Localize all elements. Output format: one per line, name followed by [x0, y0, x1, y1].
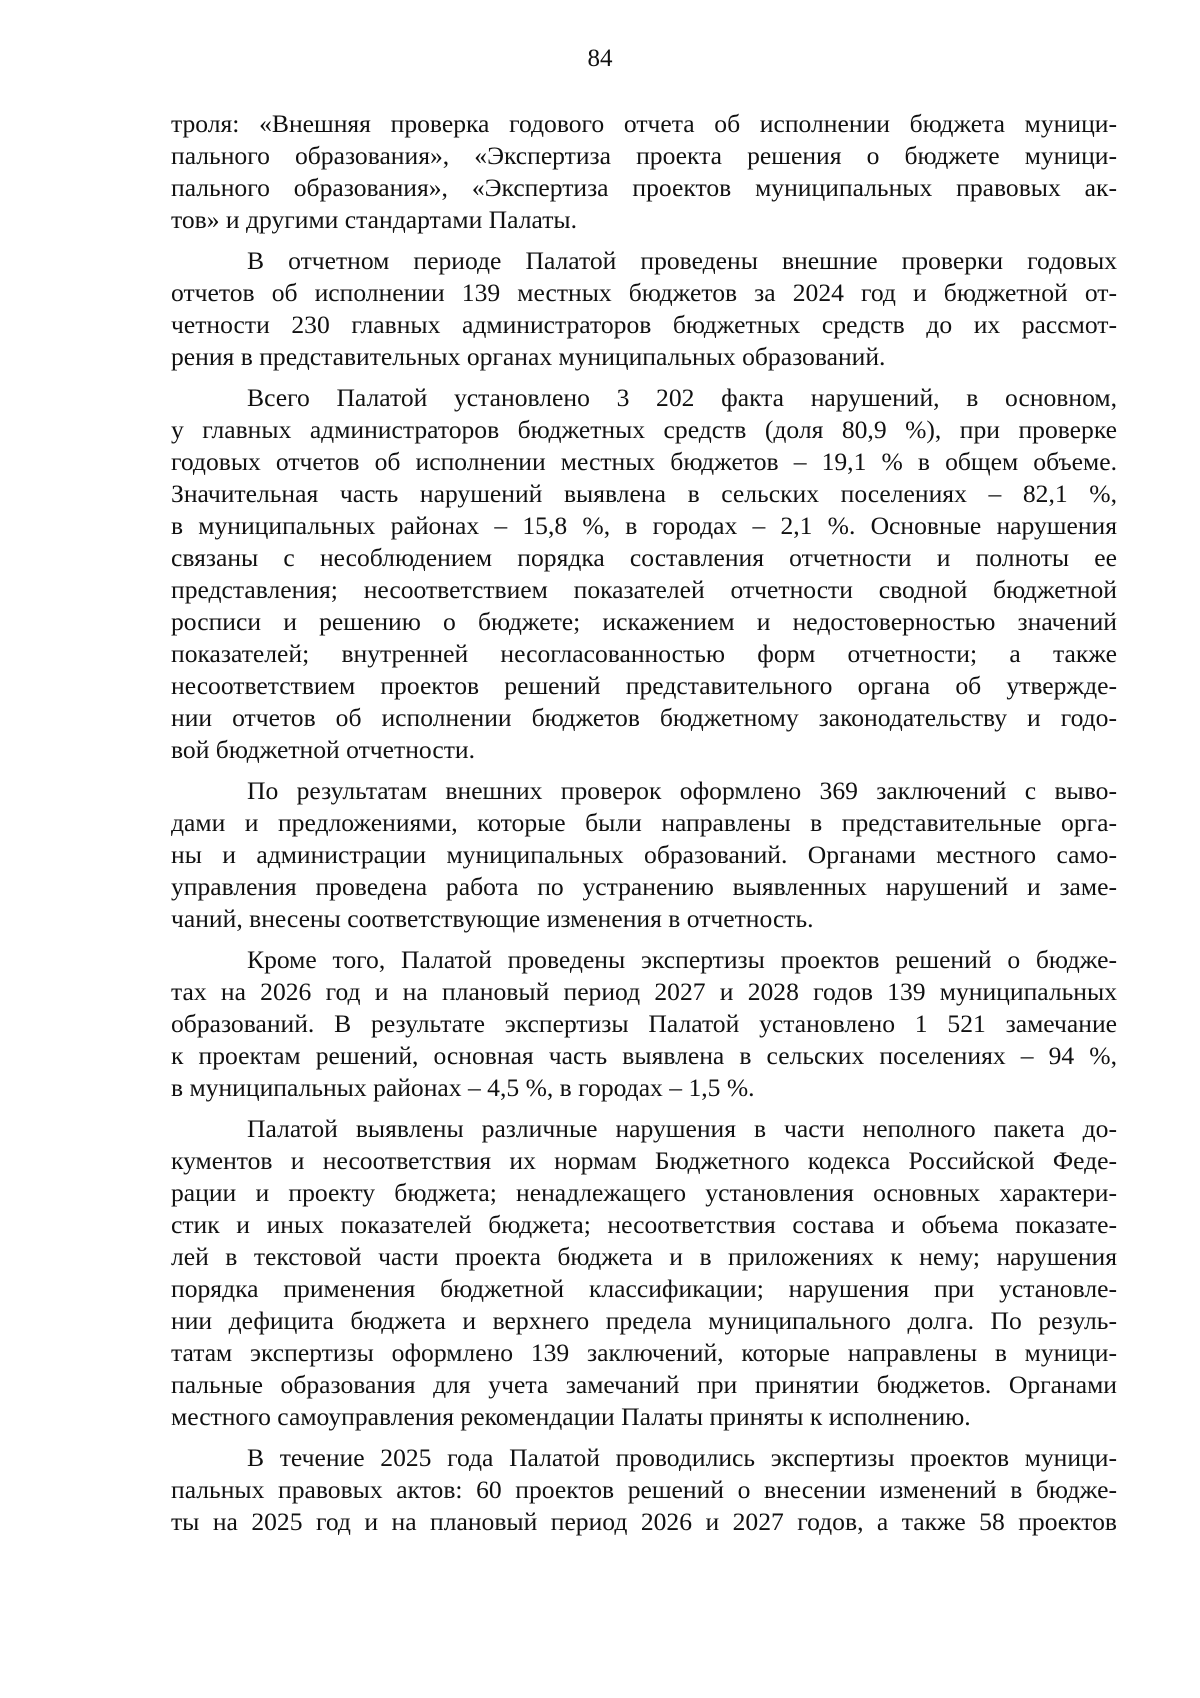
- text-line: Значительная часть нарушений выявлена в сельских поселениях – 82,1 %,: [171, 479, 1117, 508]
- text-line: несоответствием проектов решений представительного органа об утвержде-: [171, 671, 1117, 700]
- text-line: связаны с несоблюдением порядка составления отчетности и полноты ее: [171, 543, 1117, 572]
- text-line: Палатой выявлены различные нарушения в части неполного пакета до-: [247, 1114, 1117, 1143]
- text-line: пального образования», «Экспертиза проекта решения о бюджете муници-: [171, 141, 1117, 170]
- text-line: в муниципальных районах – 4,5 %, в городах – 1,5 %.: [171, 1073, 755, 1102]
- text-line: В течение 2025 года Палатой проводились экспертизы проектов муници-: [247, 1443, 1117, 1472]
- text-line: у главных администраторов бюджетных средств (доля 80,9 %), при проверке: [171, 415, 1117, 444]
- text-line: дами и предложениями, которые были направлены в представительные орга-: [171, 808, 1117, 837]
- text-line: показателей; внутренней несогласованностью форм отчетности; а также: [171, 639, 1117, 668]
- text-line: Кроме того, Палатой проведены экспертизы проектов решений о бюдже-: [247, 945, 1117, 974]
- paragraph: [171, 775, 1117, 935]
- text-line: рации и проекту бюджета; ненадлежащего установления основных характери-: [171, 1178, 1117, 1207]
- text-line: четности 230 главных администраторов бюджетных средств до их рассмот-: [171, 310, 1117, 339]
- text-line: лей в текстовой части проекта бюджета и в приложениях к нему; нарушения: [171, 1242, 1117, 1271]
- text-line: к проектам решений, основная часть выявлена в сельских поселениях – 94 %,: [171, 1041, 1117, 1070]
- text-line: рения в представительных органах муниципальных образований.: [171, 342, 886, 371]
- text-line: в муниципальных районах – 15,8 %, в городах – 2,1 %. Основные нарушения: [171, 511, 1117, 540]
- text-line: троля: «Внешняя проверка годового отчета об исполнении бюджета муници-: [171, 109, 1117, 138]
- paragraph: [171, 1442, 1117, 1538]
- text-line: стик и иных показателей бюджета; несоответствия состава и объема показате-: [171, 1210, 1117, 1239]
- paragraph: [171, 944, 1117, 1104]
- text-line: ты на 2025 год и на плановый период 2026 и 2027 годов, а также 58 проектов: [171, 1507, 1117, 1536]
- text-line: нии дефицита бюджета и верхнего предела муниципального долга. По резуль-: [171, 1306, 1117, 1335]
- text-line: тах на 2026 год и на плановый период 2027 и 2028 годов 139 муниципальных: [171, 977, 1117, 1006]
- text-line: пального образования», «Экспертиза проектов муниципальных правовых ак-: [171, 173, 1117, 202]
- text-line: порядка применения бюджетной классификации; нарушения при установле-: [171, 1274, 1117, 1303]
- text-line: нии отчетов об исполнении бюджетов бюджетному законодательству и годо-: [171, 703, 1117, 732]
- text-line: чаний, внесены соответствующие изменения в отчетность.: [171, 904, 814, 933]
- text-line: вой бюджетной отчетности.: [171, 735, 475, 764]
- text-line: пальные образования для учета замечаний при принятии бюджетов. Органами: [171, 1370, 1117, 1399]
- text-line: тов» и другими стандартами Палаты.: [171, 205, 578, 234]
- text-line: Всего Палатой установлено 3 202 факта нарушений, в основном,: [247, 383, 1117, 412]
- text-line: образований. В результате экспертизы Палатой установлено 1 521 замечание: [171, 1009, 1117, 1038]
- text-line: годовых отчетов об исполнении местных бюджетов – 19,1 % в общем объеме.: [171, 447, 1117, 476]
- paragraph: [171, 245, 1117, 373]
- page-number: 84: [587, 45, 613, 72]
- text-line: ны и администрации муниципальных образований. Органами местного само-: [171, 840, 1117, 869]
- text-line: местного самоуправления рекомендации Палаты приняты к исполнению.: [171, 1402, 971, 1431]
- text-line: пальных правовых актов: 60 проектов решений о внесении изменений в бюдже-: [171, 1475, 1117, 1504]
- text-line: По результатам внешних проверок оформлено 369 заключений с выво-: [247, 776, 1117, 805]
- body-text: [171, 108, 1117, 1547]
- text-line: представления; несоответствием показателей отчетности сводной бюджетной: [171, 575, 1117, 604]
- text-line: кументов и несоответствия их нормам Бюджетного кодекса Российской Феде-: [171, 1146, 1117, 1175]
- paragraph: [171, 108, 1117, 236]
- paragraph: [171, 1113, 1117, 1433]
- text-line: росписи и решению о бюджете; искажением и недостоверностью значений: [171, 607, 1117, 636]
- text-line: управления проведена работа по устранению выявленных нарушений и заме-: [171, 872, 1117, 901]
- text-line: отчетов об исполнении 139 местных бюджетов за 2024 год и бюджетной от-: [171, 278, 1117, 307]
- text-line: татам экспертизы оформлено 139 заключений, которые направлены в муници-: [171, 1338, 1117, 1367]
- paragraph: [171, 382, 1117, 766]
- text-line: В отчетном периоде Палатой проведены внешние проверки годовых: [247, 246, 1117, 275]
